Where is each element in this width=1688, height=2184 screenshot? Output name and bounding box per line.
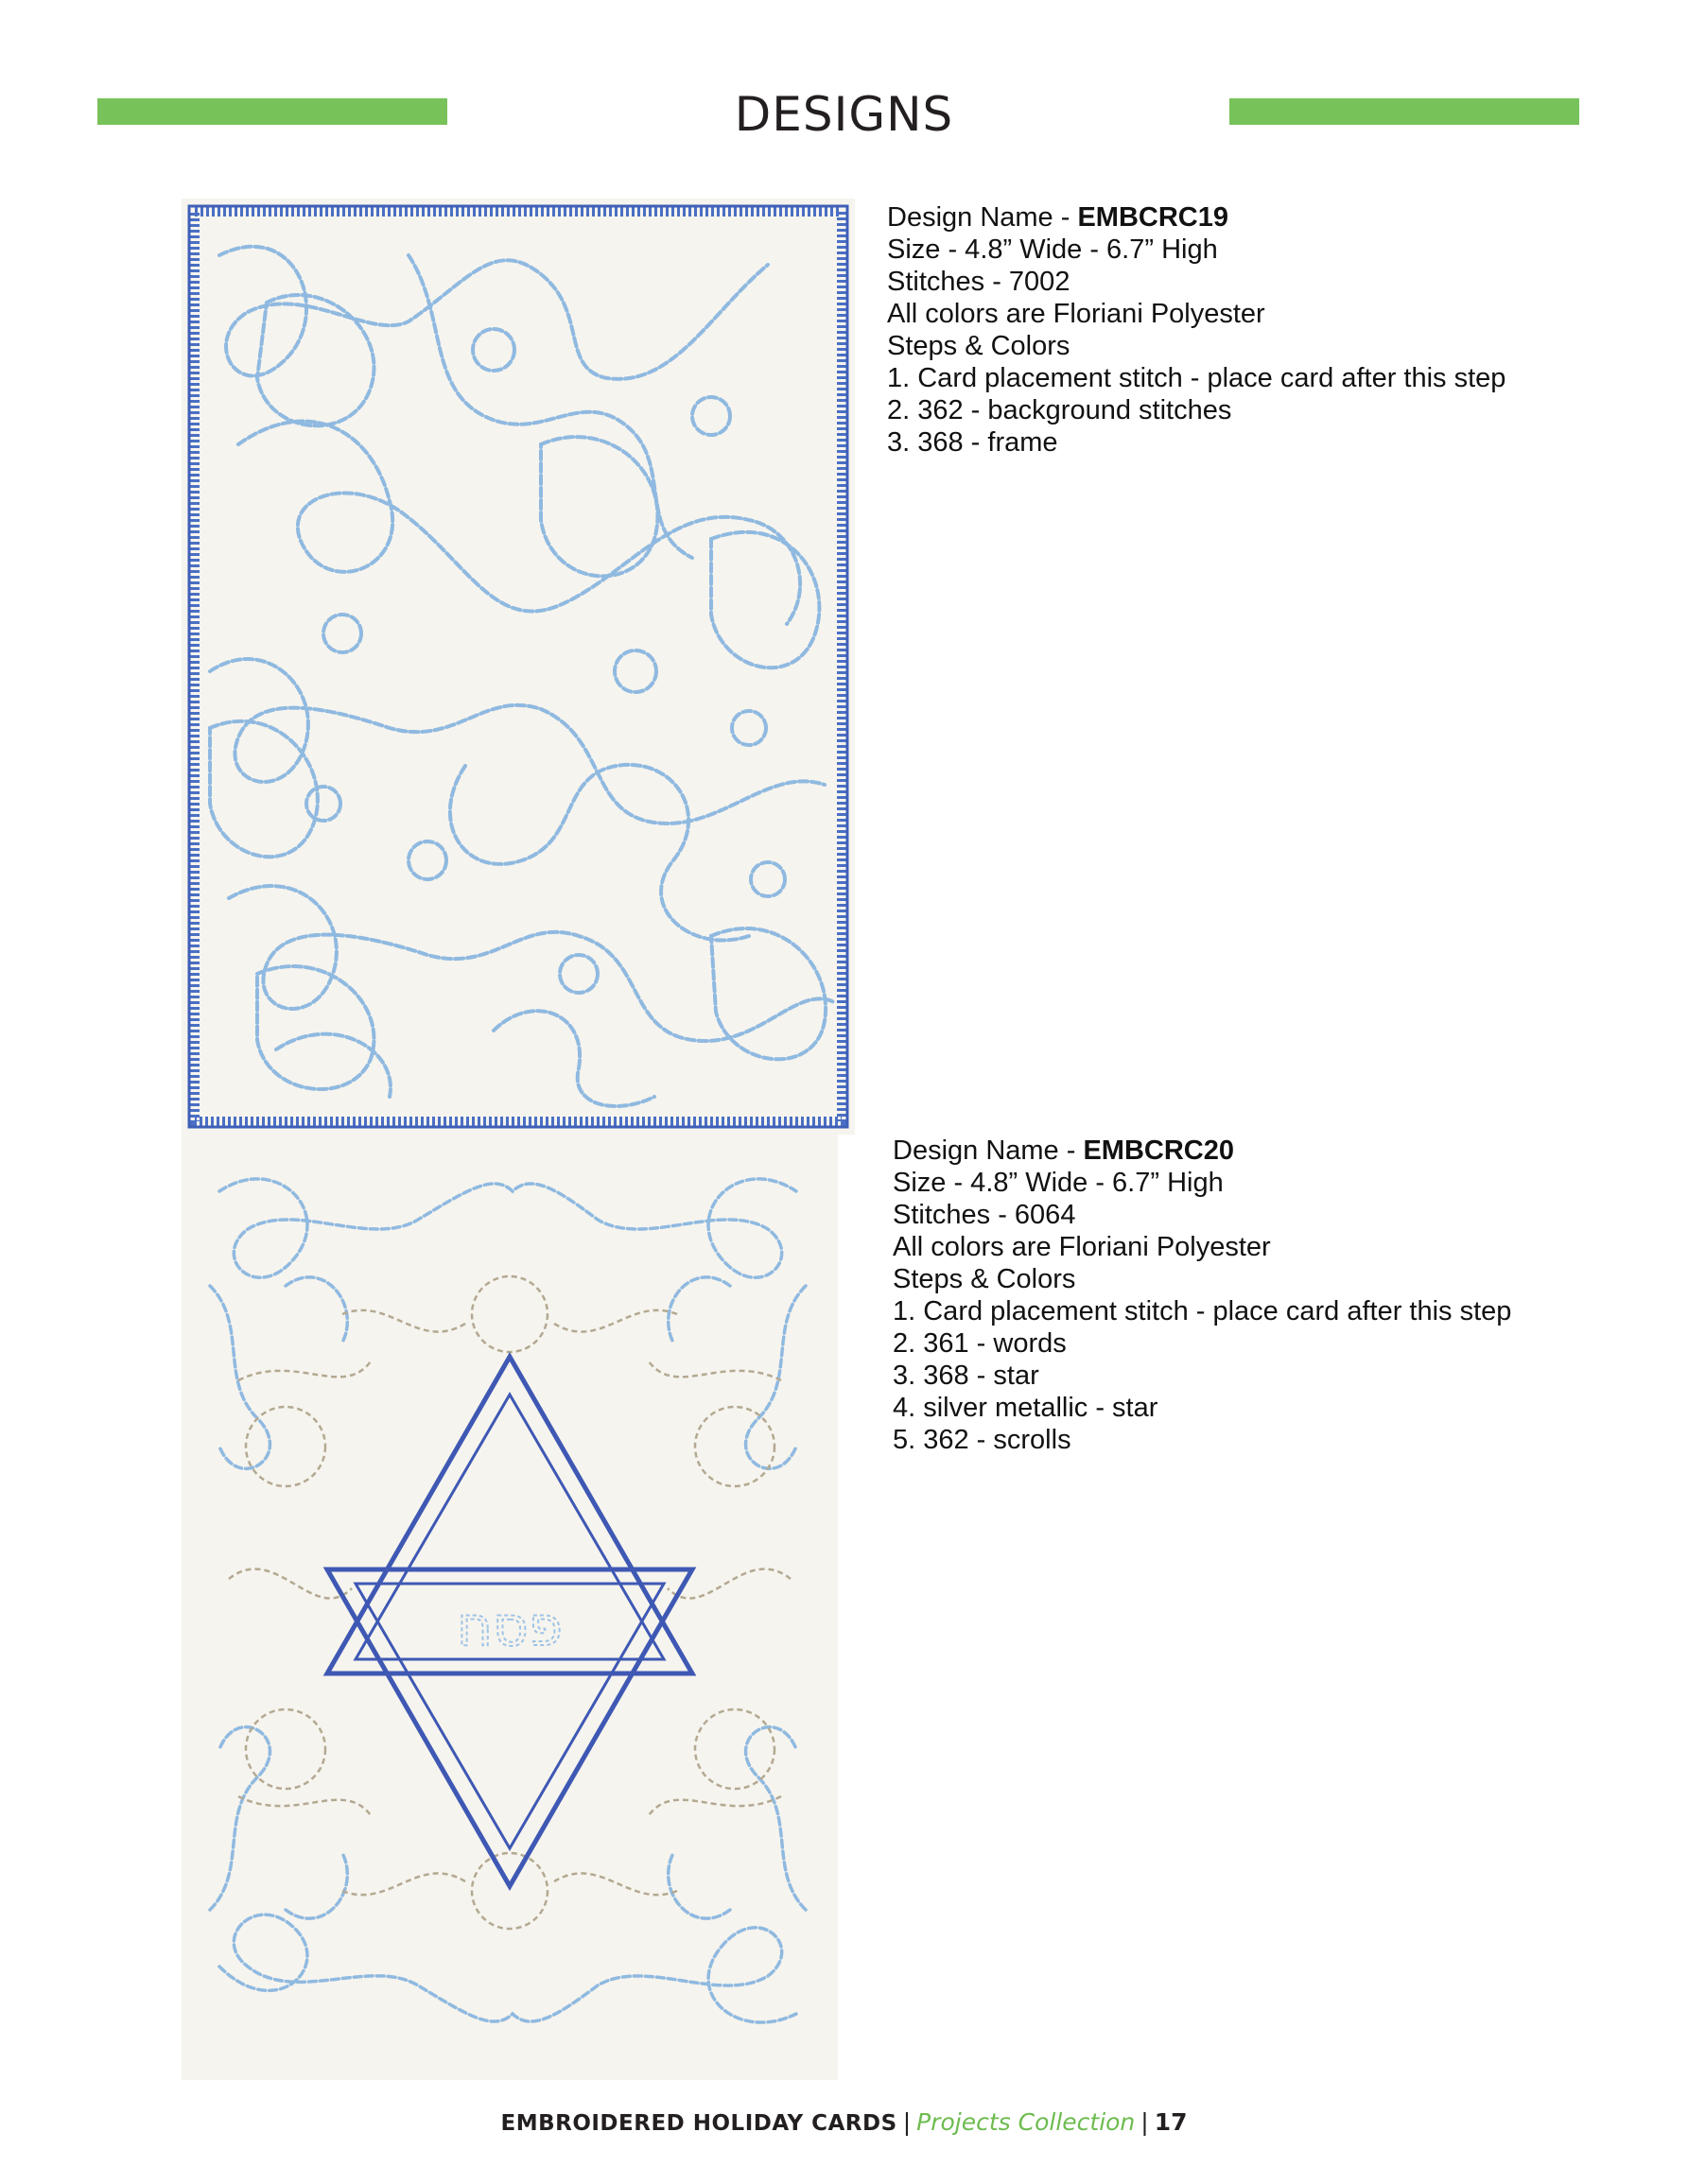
step-item: 4. silver metallic - star [893, 1393, 1158, 1423]
design-stitches: Stitches - 7002 [887, 267, 1070, 297]
design-stitches: Stitches - 6064 [893, 1200, 1076, 1230]
footer-separator: | [902, 2108, 912, 2136]
design-image-embcrc20 [182, 1135, 838, 2080]
header-accent-bar-right [1229, 98, 1579, 125]
step-item: 1. Card placement stitch - place card after this step [893, 1296, 1512, 1326]
design-info-embcrc20 [893, 1135, 1511, 1456]
step-item: 3. 368 - star [893, 1361, 1039, 1391]
page-footer [0, 2108, 1688, 2136]
design-info-embcrc19 [887, 201, 1505, 459]
card-word: פסח [457, 1594, 563, 1658]
step-item: 2. 361 - words [893, 1328, 1067, 1359]
page-number: 17 [1154, 2108, 1188, 2136]
page-title: DESIGNS [734, 87, 954, 142]
step-item: 3. 368 - frame [887, 427, 1058, 458]
step-item: 1. Card placement stitch - place card after this step [887, 363, 1506, 393]
design-size: Size - 4.8” Wide - 6.7” High [887, 234, 1218, 265]
steps-heading: Steps & Colors [887, 331, 1070, 361]
design-colors-note: All colors are Floriani Polyester [893, 1232, 1271, 1262]
footer-collection: Projects Collection [916, 2108, 1136, 2136]
design-name-label: Design Name - [893, 1135, 1084, 1166]
footer-book-title: EMBROIDERED HOLIDAY CARDS [500, 2111, 897, 2136]
footer-separator: | [1140, 2108, 1149, 2136]
design-name-line [887, 201, 1505, 234]
design-name: EMBCRC19 [1077, 202, 1228, 233]
design-size: Size - 4.8” Wide - 6.7” High [893, 1168, 1224, 1198]
design-name-line [893, 1135, 1511, 1167]
design-colors-note: All colors are Floriani Polyester [887, 299, 1265, 329]
step-item: 5. 362 - scrolls [893, 1425, 1071, 1455]
design-name-label: Design Name - [887, 202, 1078, 233]
step-item: 2. 362 - background stitches [887, 395, 1232, 425]
steps-heading: Steps & Colors [893, 1264, 1076, 1294]
design-image-embcrc19 [182, 199, 855, 1135]
design-name: EMBCRC20 [1083, 1135, 1234, 1166]
